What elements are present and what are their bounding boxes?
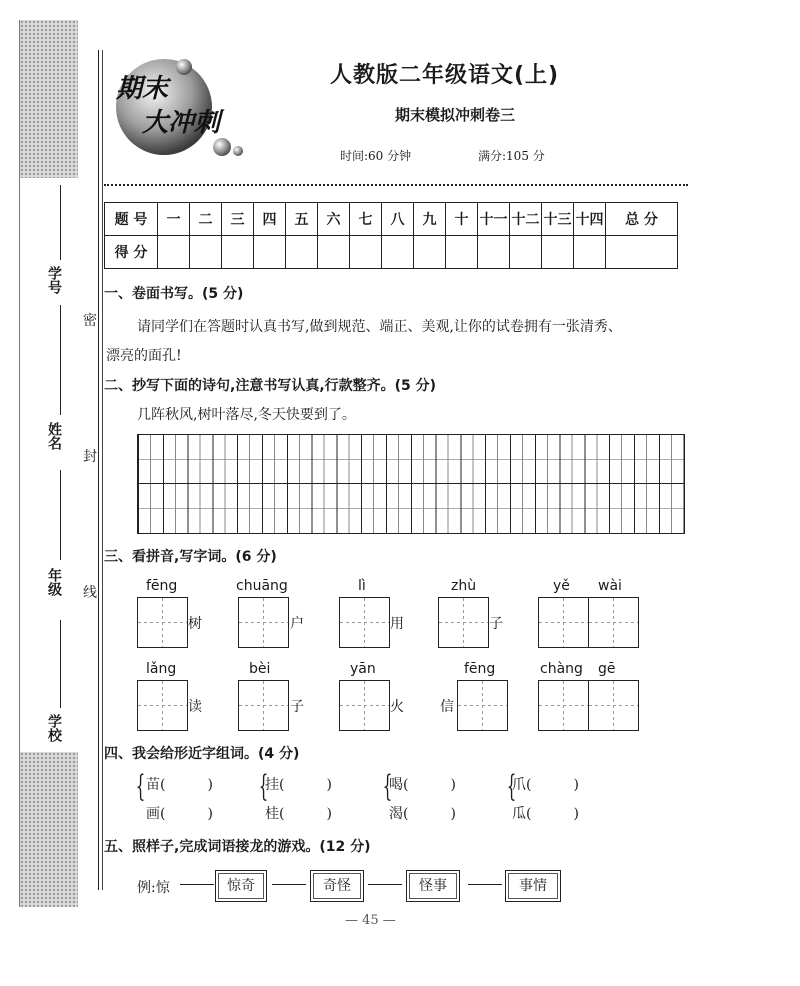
- word-char: 户: [290, 616, 304, 632]
- brace-icon: {: [135, 769, 146, 804]
- char-writing-box[interactable]: [339, 597, 390, 648]
- score-table-header-row: [105, 203, 678, 236]
- q2-poem: 几阵秋风,树叶落尽,冬天快要到了。: [137, 407, 356, 423]
- chain-word-box: 奇怪: [310, 870, 364, 902]
- score-input-cell[interactable]: [606, 236, 678, 269]
- pinyin-label: wài: [598, 578, 622, 594]
- table-cell: 十二: [510, 203, 542, 236]
- q4-word[interactable]: 喝( ): [389, 777, 456, 793]
- brace-icon: {: [382, 769, 393, 804]
- table-cell: 十: [446, 203, 478, 236]
- chain-connector: [180, 884, 214, 885]
- score-input-cell[interactable]: [382, 236, 414, 269]
- q2-writing-grid[interactable]: [137, 434, 685, 534]
- q2-heading: 二、抄写下面的诗句,注意书写认真,行款整齐。(5 分): [104, 378, 437, 394]
- score-input-cell[interactable]: [510, 236, 542, 269]
- word-char: 火: [390, 699, 404, 715]
- q3-heading: 三、看拼音,写字词。(6 分): [104, 549, 277, 565]
- char-writing-box[interactable]: [137, 597, 188, 648]
- q4-word[interactable]: 挂( ): [265, 777, 332, 793]
- table-cell: 十四: [574, 203, 606, 236]
- line-student-id: [60, 185, 61, 260]
- label-student-id: 学号: [46, 266, 62, 294]
- table-cell: 四: [254, 203, 286, 236]
- table-cell: 六: [318, 203, 350, 236]
- table-cell: 三: [222, 203, 254, 236]
- q5-example-label: 例:惊: [137, 880, 170, 896]
- char-writing-box[interactable]: [457, 680, 508, 731]
- table-cell: 十三: [542, 203, 574, 236]
- word-char: 读: [188, 699, 202, 715]
- q1-heading: 一、卷面书写。(5 分): [104, 286, 244, 302]
- char-writing-box[interactable]: [339, 680, 390, 731]
- table-cell: 五: [286, 203, 318, 236]
- char-writing-box[interactable]: [238, 680, 289, 731]
- chain-connector: [368, 884, 402, 885]
- chain-word-box: 怪事: [406, 870, 460, 902]
- page-subtitle: 期末模拟冲刺卷三: [395, 106, 516, 124]
- score-input-cell[interactable]: [286, 236, 318, 269]
- score-input-cell[interactable]: [254, 236, 286, 269]
- chain-connector: [468, 884, 502, 885]
- score-input-cell[interactable]: [542, 236, 574, 269]
- label-name: 姓名: [46, 422, 62, 450]
- score-input-cell[interactable]: [222, 236, 254, 269]
- table-cell: 二: [190, 203, 222, 236]
- line-grade: [60, 470, 61, 560]
- char-writing-box[interactable]: [137, 680, 188, 731]
- score-input-cell[interactable]: [414, 236, 446, 269]
- score-input-cell[interactable]: [158, 236, 190, 269]
- margin-line-inner: [98, 50, 99, 890]
- chain-connector: [272, 884, 306, 885]
- q1-text-line2: 漂亮的面孔!: [106, 348, 182, 364]
- q4-word[interactable]: 爪( ): [512, 777, 579, 793]
- header-divider: [104, 184, 688, 186]
- exam-time: 时间:60 分钟: [340, 149, 412, 163]
- word-char: 子: [290, 699, 304, 715]
- char-writing-box[interactable]: [588, 680, 639, 731]
- table-cell: 一: [158, 203, 190, 236]
- q4-word[interactable]: 瓜( ): [512, 806, 579, 822]
- table-cell: 七: [350, 203, 382, 236]
- seal-xian: 线: [83, 585, 97, 601]
- pinyin-label: fēng: [464, 661, 496, 677]
- exam-full-score: 满分:105 分: [478, 149, 545, 163]
- word-char: 子: [489, 616, 503, 632]
- char-writing-box[interactable]: [238, 597, 289, 648]
- margin-line-outer: [19, 20, 20, 907]
- line-name: [60, 305, 61, 415]
- score-input-cell[interactable]: [350, 236, 382, 269]
- q4-word[interactable]: 苗( ): [146, 777, 213, 793]
- logo-line2: 大冲刺: [142, 108, 221, 138]
- q4-word[interactable]: 桂( ): [265, 806, 332, 822]
- page-number: — 45 —: [345, 913, 396, 928]
- chain-word-box: 惊奇: [215, 870, 267, 902]
- char-writing-box[interactable]: [438, 597, 489, 648]
- pinyin-label: zhù: [451, 578, 477, 594]
- table-cell: 总 分: [606, 203, 678, 236]
- logo-sprint: [112, 55, 252, 165]
- margin-line-dashed: [102, 50, 104, 890]
- pinyin-label: gē: [598, 661, 616, 677]
- seal-feng: 封: [83, 449, 97, 465]
- pinyin-label: yān: [350, 661, 376, 677]
- seal-mi: 密: [83, 313, 97, 329]
- char-writing-box[interactable]: [588, 597, 639, 648]
- char-writing-box[interactable]: [538, 597, 589, 648]
- word-char: 信: [440, 699, 454, 715]
- pinyin-label: bèi: [249, 661, 271, 677]
- score-table-score-row: [105, 236, 678, 269]
- brace-icon: {: [258, 769, 269, 804]
- chain-word-box: 事情: [505, 870, 561, 902]
- score-input-cell[interactable]: [478, 236, 510, 269]
- q5-heading: 五、照样子,完成词语接龙的游戏。(12 分): [104, 839, 371, 855]
- logo-graphic: [112, 55, 252, 165]
- page-title: 人教版二年级语文(上): [330, 63, 560, 88]
- pinyin-label: yě: [553, 578, 570, 594]
- char-writing-box[interactable]: [538, 680, 589, 731]
- table-cell: 八: [382, 203, 414, 236]
- q4-word[interactable]: 画( ): [146, 806, 213, 822]
- logo-line1: 期末: [116, 74, 169, 104]
- score-input-cell[interactable]: [190, 236, 222, 269]
- score-input-cell[interactable]: [318, 236, 350, 269]
- word-char: 树: [188, 616, 202, 632]
- word-char: 用: [390, 616, 404, 632]
- table-cell: 得 分: [105, 236, 158, 269]
- brace-icon: {: [506, 769, 517, 804]
- pinyin-label: chàng: [540, 661, 583, 677]
- q4-heading: 四、我会给形近字组词。(4 分): [104, 746, 300, 762]
- margin-pattern-bottom: [20, 752, 78, 907]
- pinyin-label: chuāng: [236, 578, 288, 594]
- table-cell: 十一: [478, 203, 510, 236]
- label-school: 学校: [46, 714, 62, 742]
- score-table: [104, 202, 678, 269]
- q1-text-line1: 请同学们在答题时认真书写,做到规范、端正、美观,让你的试卷拥有一张清秀、: [137, 319, 622, 335]
- pinyin-label: fēng: [146, 578, 178, 594]
- pinyin-label: lǎng: [146, 661, 177, 677]
- margin-pattern-top: [20, 20, 78, 178]
- table-cell: 九: [414, 203, 446, 236]
- label-grade: 年级: [46, 568, 62, 596]
- pinyin-label: lì: [358, 578, 366, 594]
- score-input-cell[interactable]: [574, 236, 606, 269]
- line-school: [60, 620, 61, 708]
- score-input-cell[interactable]: [446, 236, 478, 269]
- q4-word[interactable]: 渴( ): [389, 806, 456, 822]
- table-cell: 题 号: [105, 203, 158, 236]
